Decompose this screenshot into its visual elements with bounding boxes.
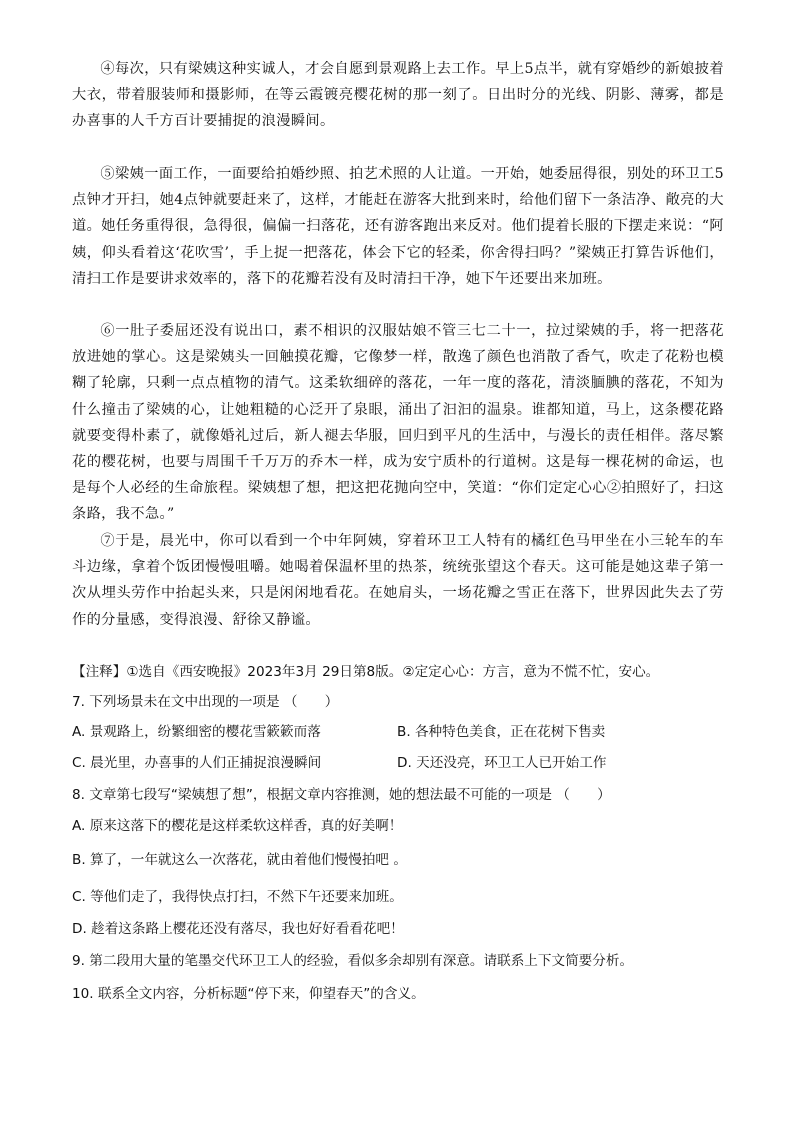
question-7-option-b: B. 各种特色美食，正在花树下售卖 [397,724,606,740]
question-7-options-row-2 [72,753,732,773]
paragraph-4: ④每次，只有梁姨这种实诚人，才会自愿到景观路上去工作。早上5点半，就有穿婚纱的新娘披着大衣，带着服装师和摄影师，在等云霞镀亮樱花树的那一刻了。日出时分的光线、阴影、薄雾，都是办喜事的人千方百计要捕捉的浪漫瞬间。 [72,61,724,130]
question-10-stem: 10. 联系全文内容，分析标题“停下来，仰望春天”的含义。 [72,986,425,1002]
question-8-option-d: D. 趁着这条路上樱花还没有落尽，我也好好看看花吧！ [72,921,404,937]
paragraph-7: ⑦于是，晨光中，你可以看到一个中年阿姨，穿着环卫工人特有的橘红色马甲坐在小三轮车的车斗边缘，拿着个饭团慢慢咀嚼。她喝着保温杯里的热茶，统统张望这个春天。这可能是她这辈子第一次从埋头劳作中抬起头来，只是闲闲地看花。在她肩头，一场花瓣之雪正在落下，世界因此失去了劳作的分量感，变得浪漫、舒徐又静谧。 [72,533,724,628]
question-7-stem: 7. 下列场景未在文中出现的一项是 （ ） [72,694,339,710]
question-8-stem: 8. 文章第七段写“梁姨想了想”，根据文章内容推测，她的想法最不可能的一项是 （ ） [72,787,611,803]
paragraph-6: ⑥一肚子委屈还没有说出口，素不相识的汉服姑娘不管三七二十一，拉过梁姨的手，将一把落花放进她的掌心。这是梁姨头一回触摸花瓣，它像梦一样，散逸了颜色也消散了香气，吹走了花粉也模糊了轮廓，只剩一点点植物的清气。这柔软细碎的落花，一年一度的落花，清淡腼腆的落花，不知为什么撞击了梁姨的心，让她粗糙的心泛开了泉眼，涌出了汩汩的温泉。谁都知道，马上，这条樱花路就要变得朴素了，就像婚礼过后，新人褪去华服，回归到平凡的生活中，与漫长的责任相伴。落尽繁花的樱花树，也要与周围千千万万的乔木一样，成为安宁质朴的行道树。这是每一棵花树的命运，也是每个人必经的生命旅程。梁姨想了想，把这把花抛向空中，笑道：“你们定定心心②拍照好了，扫这条路，我不急。” [72,323,724,523]
footnote: 【注释】①选自《西安晚报》2023年3月 29日第8版。②定定心心：方言，意为不慌不忙，安心。 [72,664,660,680]
question-7-options-row-1 [72,722,732,742]
question-8-option-a: A. 原来这落下的樱花是这样柔软这样香，真的好美啊！ [72,818,403,834]
question-7-option-c: C. 晨光里，办喜事的人们正捕捉浪漫瞬间 [72,755,322,771]
question-9-stem: 9. 第二段用大量的笔墨交代环卫工人的经验，看似多余却别有深意。请联系上下文简要分析。 [72,953,634,969]
question-7-option-a: A. 景观路上，纷繁细密的樱花雪簌簌而落 [72,724,321,740]
paragraph-5: ⑤梁姨一面工作，一面要给拍婚纱照、拍艺术照的人让道。一开始，她委屈得很，别处的环卫工5点钟才开扫，她4点钟就要赶来了，这样，才能赶在游客大批到来时，给他们留下一条洁净、敞亮的大道。她任务重得很，急得很，偏偏一扫落花，还有游客跑出来反对。他们提着长服的下摆走来说：“阿姨，仰头看着这‘花吹雪’，手上捉一把落花，体会下它的轻柔，你舍得扫吗？”梁姨正打算告诉他们，清扫工作是要讲求效率的，落下的花瓣若没有及时清扫干净，她下午还要出来加班。 [72,166,724,287]
question-8-option-b: B. 算了，一年就这么一次落花，就由着他们慢慢拍吧 。 [72,852,407,868]
question-8-option-c: C. 等他们走了，我得快点打扫，不然下午还要来加班。 [72,889,403,905]
question-7-option-d: D. 天还没亮，环卫工人已开始工作 [397,755,607,771]
